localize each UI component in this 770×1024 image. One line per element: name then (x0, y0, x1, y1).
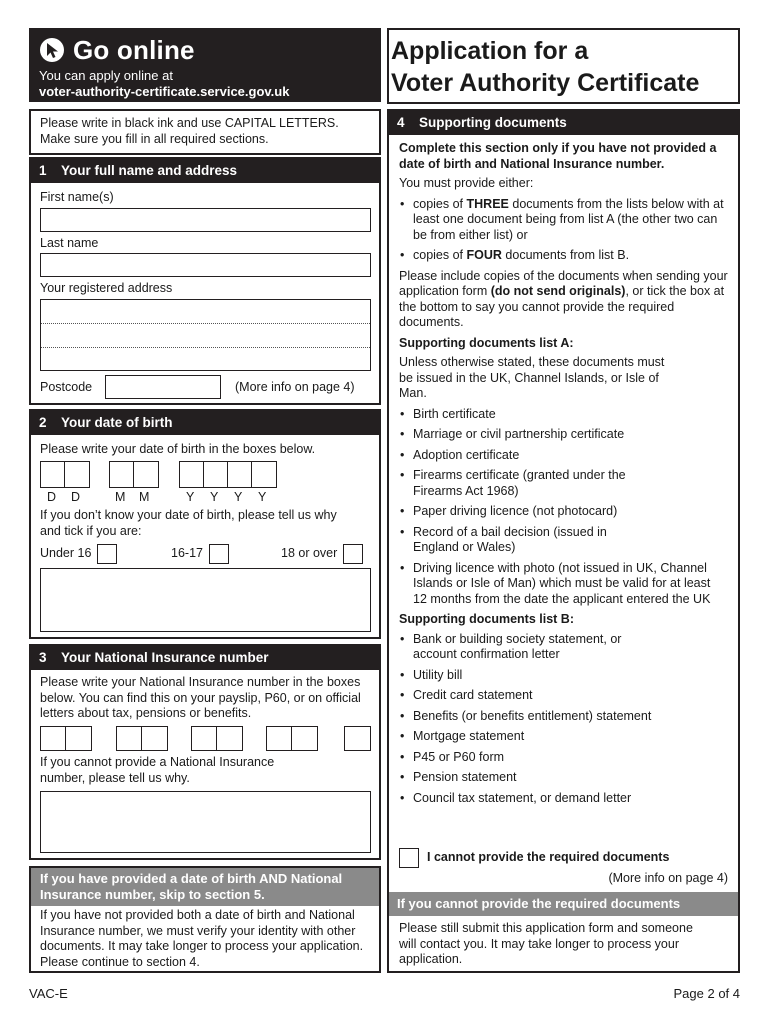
provide-options-list (399, 197, 729, 264)
dob-day-1[interactable] (40, 461, 66, 488)
ni-cell[interactable] (40, 726, 67, 751)
cannot-provide-body: Please still submit this application form and someone will contact you. It may take longer to process your application. (399, 921, 693, 966)
dob-label: M (115, 490, 126, 504)
list-item: • Birth certificate (399, 407, 729, 423)
provide-option: • copies of THREE documents from the lists below with at least one document being from list A (the other two can be from either list) or (399, 197, 729, 244)
first-name-input[interactable] (40, 208, 371, 232)
ni-cell[interactable] (216, 726, 243, 751)
dob-day-2[interactable] (64, 461, 90, 488)
section-3-header (31, 646, 379, 670)
ni-cell[interactable] (141, 726, 168, 751)
dob-label: Y (234, 490, 243, 504)
ni-cell[interactable] (344, 726, 371, 751)
section-1-title: Your full name and address (61, 163, 238, 178)
list-item: • Credit card statement (399, 688, 729, 704)
age-16-17-checkbox[interactable] (209, 544, 229, 564)
section-1-box (29, 157, 381, 405)
list-item: • Benefits (or benefits entitlement) statement (399, 709, 729, 725)
dob-month-1[interactable] (109, 461, 135, 488)
age-18-over-checkbox[interactable] (343, 544, 363, 564)
dob-label: Y (258, 490, 267, 504)
section-4-more-info: (More info on page 4) (608, 871, 728, 885)
section-2-number: 2 (39, 415, 47, 430)
form-title-line1: Application for a (391, 37, 589, 65)
list-item: • Bank or building society statement, or account confirmation letter (399, 632, 653, 663)
list-item: • Utility bill (399, 668, 729, 684)
form-title-line2: Voter Authority Certificate (391, 69, 700, 97)
dob-instruction: Please write your date of birth in the boxes below. (40, 442, 316, 456)
list-item: • Pension statement (399, 770, 729, 786)
skip-box (29, 866, 381, 973)
intro-line2: Make sure you fill in all required sections. (40, 131, 269, 146)
address-line-divider (41, 347, 370, 348)
dob-label: Y (186, 490, 195, 504)
apply-online-text: You can apply online at (39, 68, 173, 83)
section-3-box (29, 644, 381, 860)
address-label: Your registered address (40, 281, 173, 295)
dob-year-3[interactable] (227, 461, 253, 488)
skip-heading: If you have provided a date of birth AND National Insurance number, skip to section 5. (31, 868, 379, 906)
intro-box (29, 109, 381, 155)
cannot-provide-label: I cannot provide the required documents (427, 850, 670, 865)
list-a-heading: Supporting documents list A: (399, 335, 574, 350)
list-item: • Driving licence with photo (not issued in UK, Channel Islands or Isle of Man) which must be valid for at least 12 months from the date the applicant entered the UK (399, 561, 723, 608)
dob-label: D (71, 490, 81, 504)
dob-year-2[interactable] (203, 461, 229, 488)
dob-label: D (47, 490, 57, 504)
form-code: VAC-E (29, 986, 68, 1001)
postcode-more-info: (More info on page 4) (235, 380, 355, 394)
postcode-input[interactable] (105, 375, 221, 399)
skip-body: If you have not provided both a date of birth and National Insurance number, we must verify your identity with other documents. It may take longer to process your application. Please continue to section 4. (40, 908, 364, 969)
cannot-provide-checkbox[interactable] (399, 848, 419, 868)
age-option-label: 18 or over (281, 546, 338, 561)
list-b-heading: Supporting documents list B: (399, 612, 574, 626)
list-item: • Paper driving licence (not photocard) (399, 504, 729, 520)
page-number: Page 2 of 4 (673, 986, 740, 1001)
last-name-label: Last name (40, 236, 99, 250)
section-4-content (399, 141, 729, 811)
last-name-input[interactable] (40, 253, 371, 277)
age-option-16-17 (171, 544, 229, 564)
list-item: • P45 or P60 form (399, 750, 729, 766)
section-4-number: 4 (397, 115, 405, 130)
cannot-provide-row (399, 848, 669, 868)
copies-text: Please include copies of the documents when sending your application form (do not send originals), or tick the box at the bottom to say you cannot provide the required documents. (399, 268, 728, 329)
address-input[interactable] (40, 299, 371, 371)
age-option-label: 16-17 (171, 546, 203, 561)
list-item: • Adoption certificate (399, 448, 729, 464)
ni-cell[interactable] (266, 726, 293, 751)
form-title-box (387, 28, 740, 104)
dob-year-4[interactable] (251, 461, 277, 488)
postcode-label: Postcode (40, 380, 93, 394)
list-item: • Marriage or civil partnership certificate (399, 427, 729, 443)
go-online-heading: Go online (73, 34, 195, 65)
first-name-label: First name(s) (40, 190, 114, 204)
ni-cell[interactable] (116, 726, 143, 751)
dob-label: Y (210, 490, 219, 504)
list-item: • Mortgage statement (399, 729, 729, 745)
section-4-intro: Complete this section only if you have not provided a date of birth and National Insurance number. (399, 141, 717, 171)
section-1-header (31, 159, 379, 183)
section-4-box (387, 109, 740, 973)
provide-option: • copies of FOUR documents from list B. (399, 248, 729, 264)
dob-reason-input[interactable] (40, 568, 371, 632)
ni-cannot-text: If you cannot provide a National Insurance number, please tell us why. (40, 755, 275, 785)
online-url[interactable]: voter-authority-certificate.service.gov.uk (39, 84, 290, 99)
list-item: • Council tax statement, or demand letter (399, 791, 729, 807)
go-online-banner (29, 28, 381, 102)
ni-reason-input[interactable] (40, 791, 371, 853)
list-item: • Firearms certificate (granted under the Firearms Act 1968) (399, 468, 663, 499)
dob-year-1[interactable] (179, 461, 205, 488)
cannot-provide-heading: If you cannot provide the required documents (389, 892, 738, 916)
dob-month-2[interactable] (133, 461, 159, 488)
ni-cell[interactable] (191, 726, 218, 751)
list-a-intro: Unless otherwise stated, these documents must be issued in the UK, Channel Islands, or Isle of Man. (399, 355, 665, 400)
list-a (399, 407, 729, 608)
under-16-checkbox[interactable] (97, 544, 117, 564)
dob-unknown-text: If you don’t know your date of birth, please tell us why and tick if you are: (40, 508, 337, 538)
section-2-title: Your date of birth (61, 415, 173, 430)
list-item: • Record of a bail decision (issued in England or Wales) (399, 525, 613, 556)
section-4-header (389, 111, 738, 135)
address-line-divider (41, 323, 370, 324)
section-4-title: Supporting documents (419, 115, 567, 130)
must-provide-text: You must provide either: (399, 176, 534, 190)
dob-label: M (139, 490, 150, 504)
section-2-header (31, 411, 379, 435)
age-option-label: Under 16 (40, 546, 92, 561)
section-2-box (29, 409, 381, 639)
age-option-18-or-over (281, 544, 363, 564)
section-1-number: 1 (39, 163, 47, 178)
ni-cell[interactable] (65, 726, 92, 751)
cursor-icon (39, 37, 65, 63)
age-option-under-16 (40, 544, 117, 564)
section-3-number: 3 (39, 650, 47, 665)
section-3-title: Your National Insurance number (61, 650, 269, 665)
ni-cell[interactable] (291, 726, 318, 751)
list-b (399, 632, 729, 807)
ni-instruction: Please write your National Insurance number in the boxes below. You can find this on your payslip, P60, or on official letters about tax, pensions or benefits. (40, 675, 361, 720)
intro-line1: Please write in black ink and use CAPITAL LETTERS. (40, 116, 339, 130)
